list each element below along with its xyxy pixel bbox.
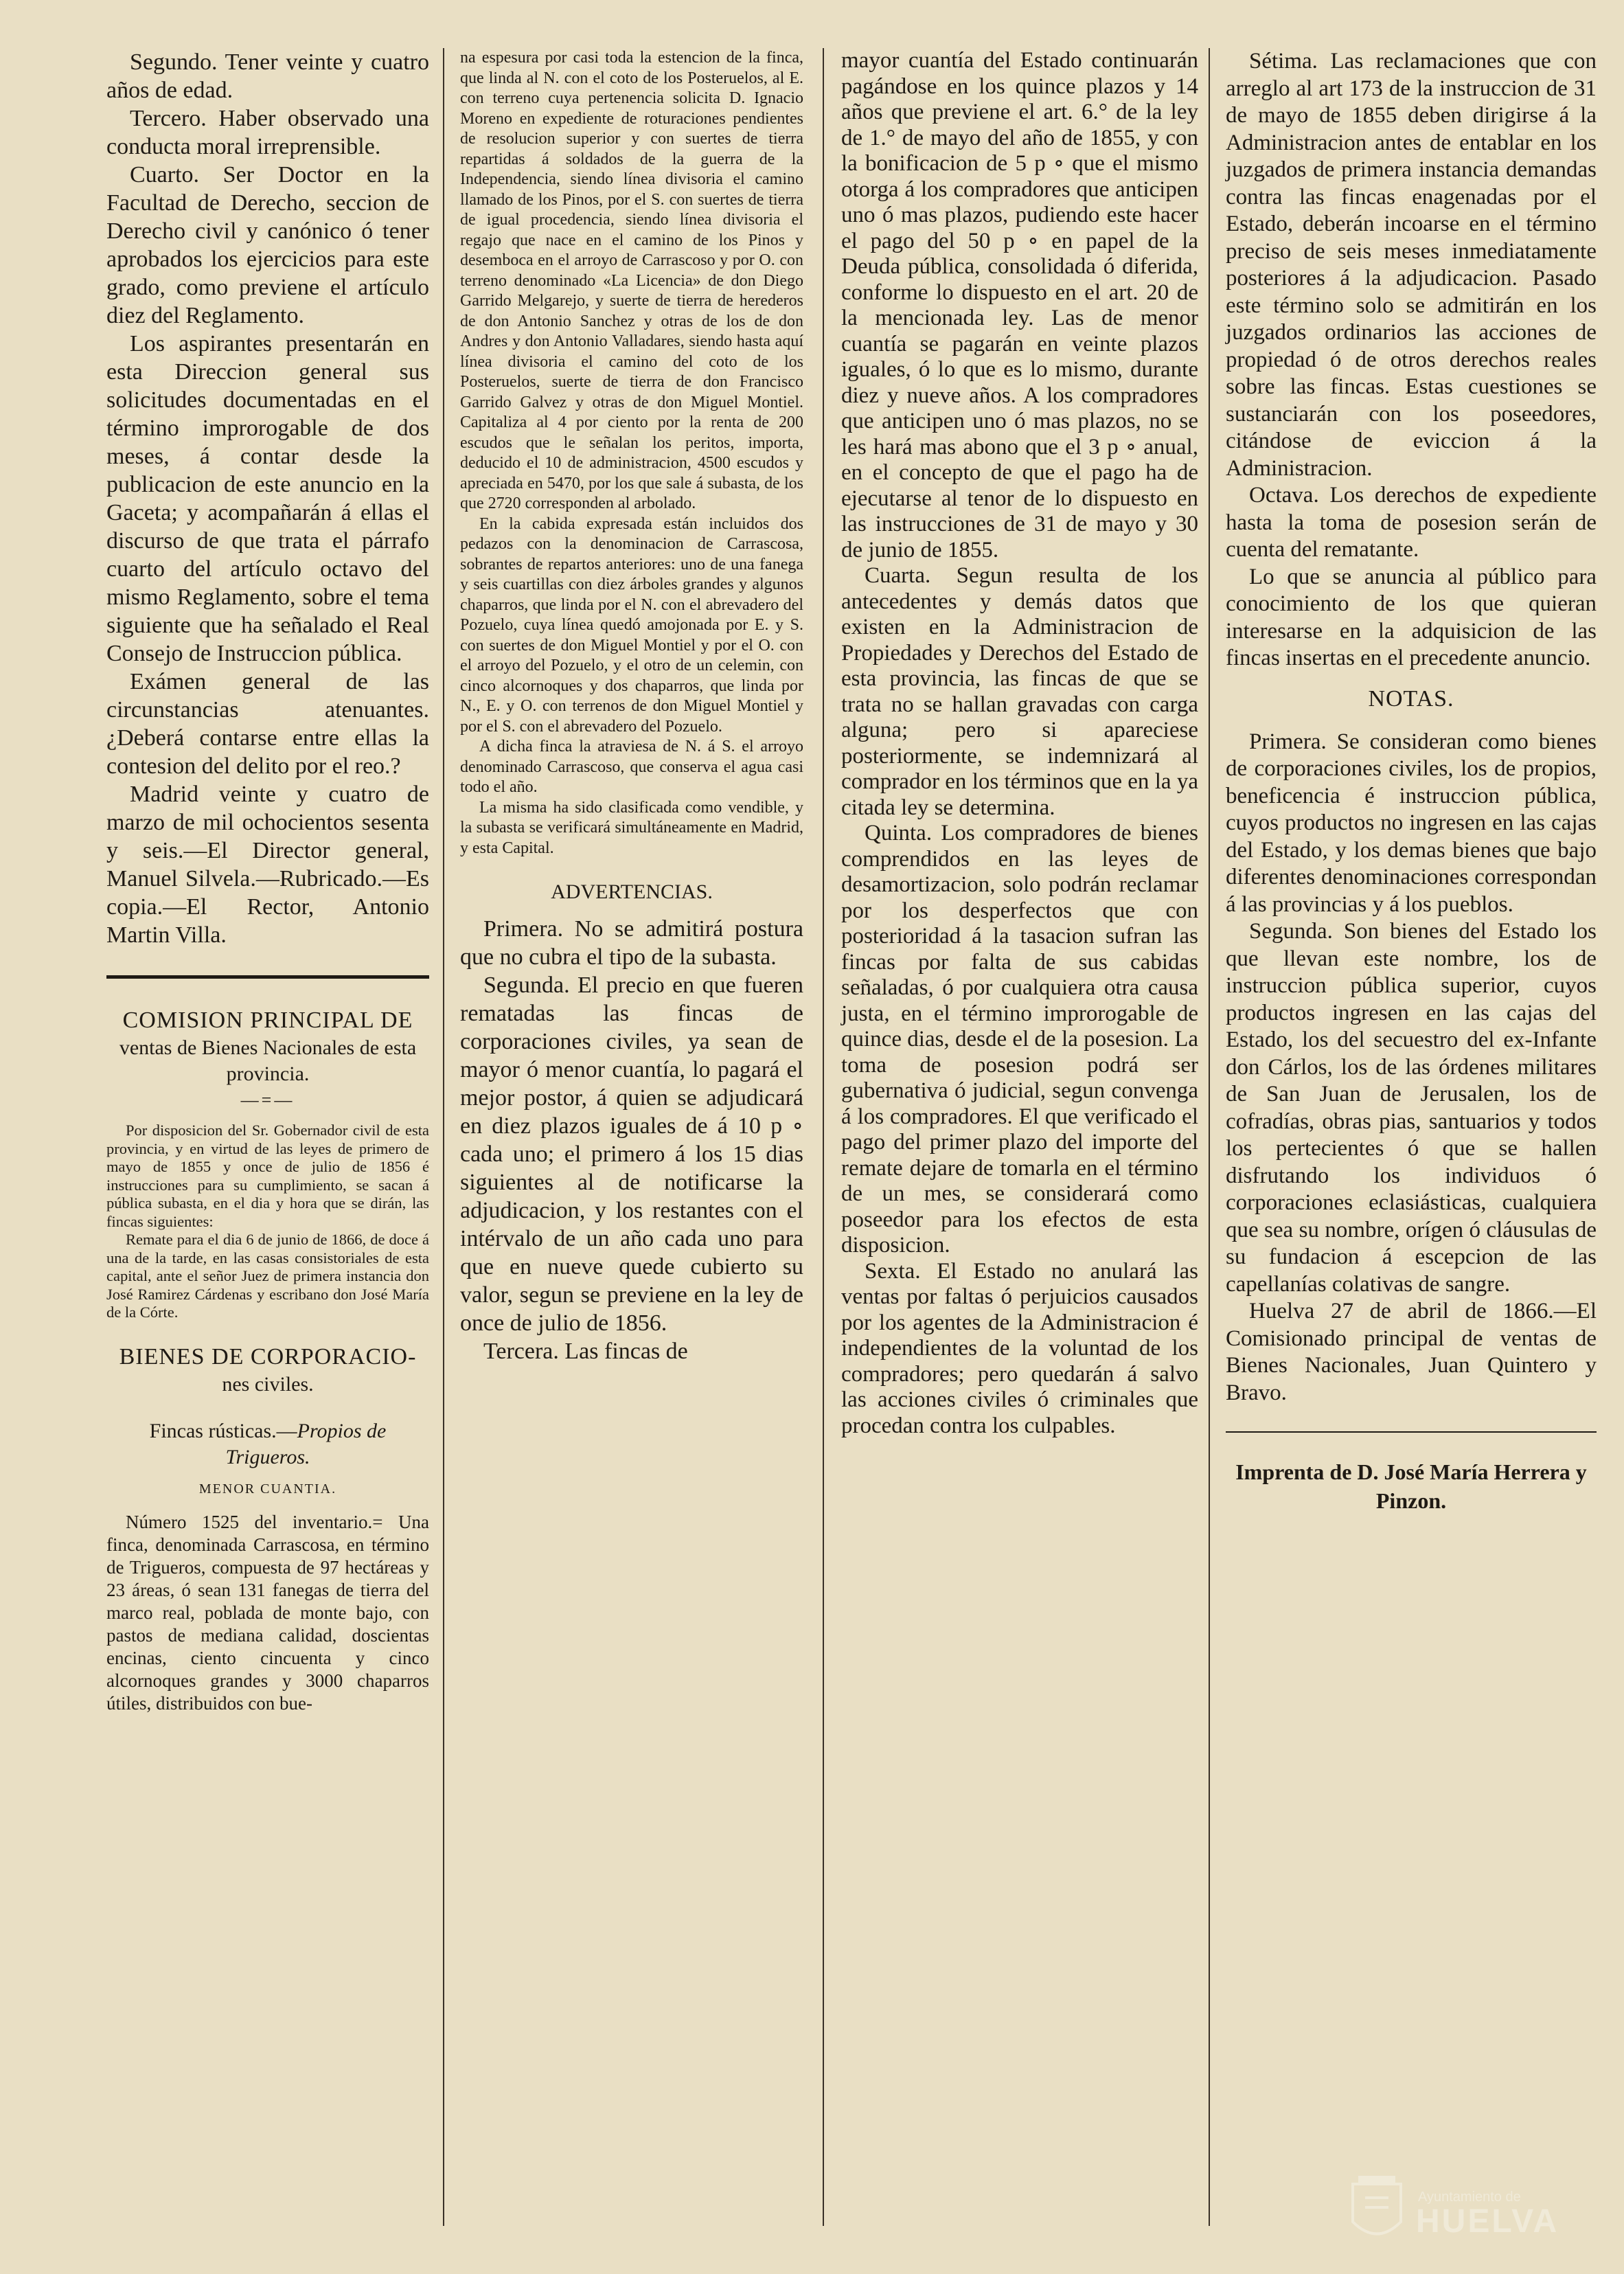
- paragraph: na espesura por casi toda la estencion de la finca, que linda al N. con el coto de los Posteruelos, al E. con terreno cuya pertenencia solicita D. Ignacio Moreno en expediente de roturaciones pendientes de resolucion superior y con suertes de tierra repartidas á soldados de la guerra de la Independencia, siendo línea divisoria el camino llamado de los Pinos, por el S. con suertes de tierra de igual procedencia, siendo línea divisoria el regajo que nace en el camino de los Pinos y desemboca en el arroyo de Carrascoso y por O. con terreno denominado «La Licencia» de don Diego Garrido Melgarejo, y suerte de tierra de herederos de don Antonio Sanchez y otras de los de don Andres y don Antonio Valladares, siendo hasta aquí línea divisoria el camino del coto de los Posteruelos, suerte de tierra de don Francisco Garrido Galvez y otras de don Miguel Montiel. Capitaliza al 4 por ciento por la renta de 200 escudos que le señalan los peritos, importa, deducido el 10 de administracion, 4500 escudos y apreciada en 5470, por los que sale á subasta, de los que 2720 corresponden al arbolado.: [460, 49, 803, 512]
- paragraph: Primera. No se admitirá postura que no cubra el tipo de la subasta.: [460, 916, 803, 970]
- section-heading: NOTAS.: [1368, 685, 1454, 712]
- paragraph: mayor cuantía del Estado continuarán pagándose en los quince plazos y 14 años que previene el art. 6.° de la ley de 1.° de mayo del año de 1855, y con la bonificacion de 5 p ∘ que el mismo otorga á los compradores que anticipen uno ó mas plazos, pudiendo este hacer el pago del 50 p ∘ en papel de la Deuda pública, consolidada ó diferida, conforme lo dispuesto en el art. 20 de la mencionada ley. Las de menor cuantía se pagarán en veinte plazos iguales, ó lo que es lo mismo, durante diez y nueve años. A los compradores que anticipen uno ó mas plazos, no se les hará mas abono que el 3 p ∘ anual, en el concepto de que el pago ha de ejecutarse al tenor de lo dispuesto en las instrucciones de 31 de mayo y 30 de junio de 1855.: [841, 48, 1198, 562]
- paragraph: Quinta. Los compradores de bienes comprendidos en las leyes de desamortizacion, solo podrán reclamar por los desperfectos que con posterioridad á la tasacion sufran las fincas por falta de sus cabidas señaladas, ó por cualquiera otra causa justa, en el término improrogable de quince dias, desde el de la posesion. La toma de posesion podrá ser gubernativa ó judicial, segun convenga á los compradores. El que verificado el pago del primer plazo del importe del remate dejare de tomarla en el término de un mes, se considerará como poseedor para los efectos de esta disposicion.: [841, 821, 1198, 1258]
- column-divider: [823, 48, 824, 2226]
- paragraph: Remate para el dia 6 de junio de 1866, de doce á una de la tarde, en las casas consistoriales de esta capital, ante el señor Juez de primera instancia don José Ramirez Cárdenas y escribano don José María de la Córte.: [106, 1231, 429, 1321]
- section-subheading: ventas de Bienes Nacionales de esta provincia.: [119, 1036, 417, 1085]
- ornament-divider: —=—: [240, 1090, 295, 1110]
- paragraph: Primera. Se consideran como bienes de corporaciones civiles, los de propios, beneficencia é instruccion pública, cuyos productos no ingresen en las cajas del Estado, y los demas bienes que bajo diferentes denominaciones correspondan á las provincias y á los pueblos.: [1226, 729, 1597, 917]
- paragraph: Sétima. Las reclamaciones que con arreglo al art 173 de la instruccion de 31 de mayo de 1855 deben dirigirse á la Administracion antes de entablar en los juzgados de primera instancia demandas contra las fincas enagenadas por el Estado, deberán incoarse en el término preciso de seis meses inmediatamente posteriores á la adjudicacion. Pasado este término solo se admitirán en los juzgados ordinarios las acciones de propiedad ó de otros derechos reales sobre las fincas. Estas cuestiones se sustanciarán con los poseedores, citándose de eviccion á la Administracion.: [1226, 49, 1597, 481]
- category-label: MENOR CUANTIA.: [198, 1481, 337, 1497]
- section-heading: BIENES DE CORPORACIO-: [119, 1343, 417, 1369]
- paragraph: Tercera. Las fincas de: [483, 1339, 688, 1364]
- fincas-heading: [106, 1418, 429, 1470]
- paragraph: Madrid veinte y cuatro de marzo de mil ochocientos sesenta y seis.—El Director general, Manuel Silvela.—Rubricado.—Es copia.—El Rector, Antonio Martin Villa.: [106, 782, 429, 948]
- paragraph: Por disposicion del Sr. Gobernador civil de esta provincia, y en virtud de las leyes de primero de mayo de 1855 y once de julio de 1856 é instrucciones para su cumplimiento, se sacan á pública subasta, en el dia y hora que se dirán, las fincas siguientes:: [106, 1122, 429, 1230]
- watermark-caption: Ayuntamiento de: [1418, 2190, 1521, 2205]
- column-divider: [443, 48, 444, 2226]
- paragraph: Cuarto. Ser Doctor en la Facultad de Derecho, seccion de Derecho civil y canónico ó tener aprobados los ejercicios para este grado, como previene el artículo diez del Reglamento.: [106, 162, 429, 328]
- section-rule: [106, 975, 429, 979]
- paragraph: Sexta. El Estado no anulará las ventas por faltas ó perjuicios causados por los agentes de la Administracion é independientes de la voluntad de los compradores; pero quedarán á salvo las acciones civiles ó criminales que procedan contra los culpables.: [841, 1258, 1198, 1438]
- paragraph: A dicha finca la atraviesa de N. á S. el arroyo denominado Carrascoso, que conserva el agua casi todo el año.: [460, 738, 803, 796]
- column-1: [106, 48, 429, 1715]
- paragraph: Segunda. Son bienes del Estado los que llevan este nombre, los de instruccion pública superior, cuyos productos ingresen en las cajas del Estado, los del secuestro del ex-Infante don Cárlos, los de las órdenes militares de San Juan de Jerusalen, los de cofradías, obras pias, santuarios y todos los pertecientes ó que se hallen disfrutando los individuos ó corporaciones eclasiásticas, cualquiera que sea su nombre, orígen ó cláusulas de su fundacion á escepcion de las capellanías colativas de sangre.: [1226, 919, 1597, 1297]
- coat-of-arms-icon: [1353, 2184, 1401, 2234]
- paragraph: Número 1525 del inventario.= Una finca, denominada Carrascosa, en término de Trigueros, compuesta de 97 hectáreas y 23 áreas, ó sean 131 fanegas de tierra del marco real, poblada de monte bajo, con pastos de mediana calidad, doscientas encinas, ciento cincuenta y cinco alcornoques grandes y 3000 chaparros útiles, distribuidos con bue-: [106, 1511, 429, 1714]
- column-4: [1226, 48, 1597, 1515]
- section-heading: COMISION PRINCIPAL DE: [122, 1008, 413, 1033]
- column-3: [841, 48, 1198, 1439]
- paragraph: Cuarta. Segun resulta de los antecedentes y demás datos que existen en la Administracion de Propiedades y Derechos del Estado de esta provincia, las fincas de que se trata no se hallan gravadas con carga alguna; pero si apareciese posteriormente, se indemnizará al comprador en los términos que en la ya citada ley se determina.: [841, 563, 1198, 820]
- paragraph: Huelva 27 de abril de 1866.—El Comisionado principal de ventas de Bienes Nacionales, Juan Quintero y Bravo.: [1226, 1299, 1597, 1405]
- paragraph: Segunda. El precio en que fueren rematadas las fincas de corporaciones civiles, ya sean de mayor ó menor cuantía, lo pagará el mejor postor, á quien se adjudicará en diez plazos iguales de á 10 p ∘ cada uno; el primero á los 15 dias siguientes al de notificarse la adjudicacion, y los restantes con el intérvalo de un año cada uno para que en nueve quede cubierto su valor, segun se previene en la ley de once de julio de 1856.: [460, 973, 803, 1336]
- paragraph: La misma ha sido clasificada como vendible, y la subasta se verificará simultáneamente en Madrid, y esta Capital.: [460, 798, 803, 857]
- huelva-archive-watermark: [1339, 2163, 1572, 2253]
- section-heading: ADVERTENCIAS.: [551, 880, 713, 903]
- paragraph: Exámen general de las circunstancias atenuantes. ¿Deberá contarse entre ellas la contesion del delito por el reo.?: [106, 669, 429, 779]
- section-rule: [1226, 1431, 1597, 1433]
- paragraph: Tercero. Haber observado una conducta moral irreprensible.: [106, 106, 429, 159]
- paragraph: En la cabida expresada están incluidos dos pedazos con la denominacion de Carrascosa, sobrantes de repartos anteriores: uno de una fanega y seis cuartillas con diez árboles grandes y algunos chaparros, que linda por el N. con el abrevadero del Pozuelo, cuya línea quedó amojonada por E. y S. con suertes de don Miguel Montiel y por el O. con el arroyo del Pozuelo, y el otro de un celemin, con cinco alcornoques y dos chaparros, que linda por N., E. y O. con terrenos de don Miguel Montiel y por el S. con el abrevadero del Pozuelo.: [460, 514, 803, 736]
- paragraph: Octava. Los derechos de expediente hasta la toma de posesion serán de cuenta del rematante.: [1226, 483, 1597, 562]
- paragraph: Los aspirantes presentarán en esta Direccion general sus solicitudes documentadas en el término improrogable de dos meses, á contar desde la publicacion de este anuncio en la Gaceta; y acompañarán á ellas el discurso de que trata el párrafo cuarto del artículo octavo del mismo Reglamento, sobre el tema siguiente que ha señalado el Real Consejo de Instruccion pública.: [106, 331, 429, 666]
- printer-credit: Imprenta de D. José María Herrera y Pinzon.: [1235, 1459, 1587, 1513]
- fincas-label: Fincas rústicas.—: [149, 1419, 297, 1442]
- column-2: [460, 48, 803, 1365]
- fincas-origin: Propios de Trigueros.: [225, 1419, 387, 1468]
- paragraph: Lo que se anuncia al público para conocimiento de los que quieran interesarse en la adquisicion de las fincas insertas en el precedente anuncio.: [1226, 564, 1597, 670]
- column-divider: [1209, 48, 1210, 2226]
- section-subheading: nes civiles.: [222, 1372, 314, 1396]
- watermark-title: HUELVA: [1416, 2203, 1559, 2240]
- paragraph: Segundo. Tener veinte y cuatro años de edad.: [106, 49, 429, 103]
